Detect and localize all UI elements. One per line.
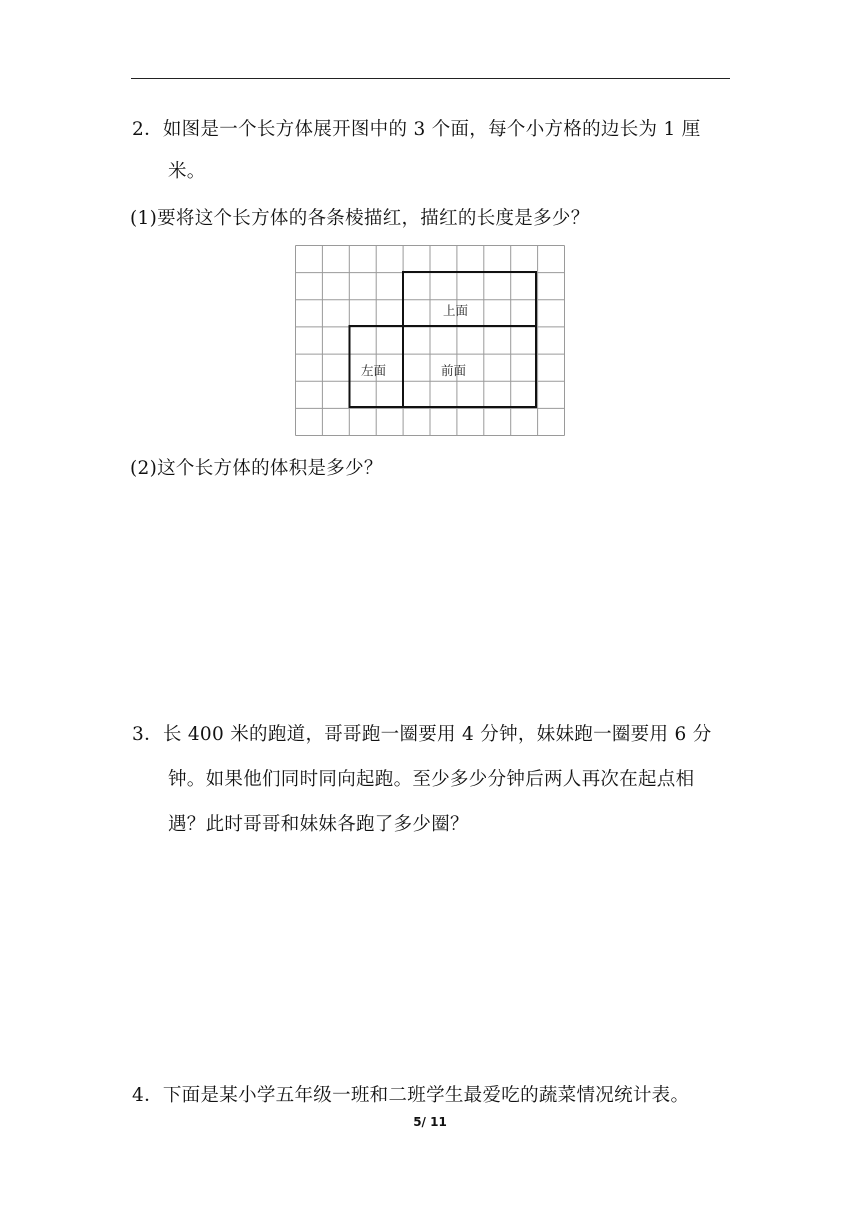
top-face-label: 上面 [443,303,469,318]
left-face-label: 左面 [361,363,387,378]
front-face [403,326,536,407]
top-face [403,272,536,326]
header-rule [131,78,730,79]
question-3-line-3: 遇？此时哥哥和妹妹各跑了多少圈？ [168,814,469,835]
page-number: 5/ 11 [413,1115,447,1129]
question-4-line-1: 4．下面是某小学五年级一班和二班学生最爱吃的蔬菜情况统计表。 [132,1085,690,1106]
question-2-line-1: 2．如图是一个长方体展开图中的 3 个面，每个小方格的边长为 1 厘 [132,119,701,140]
question-2-part-1: (1)要将这个长方体的各条棱描红，描红的长度是多少？ [130,208,590,229]
question-3-line-1: 3．长 400 米的跑道，哥哥跑一圈要用 4 分钟，妹妹跑一圈要用 6 分 [132,724,712,745]
question-2-line-2: 米。 [168,161,206,182]
question-3-line-2: 钟。如果他们同时同向起跑。至少多少分钟后两人再次在起点相 [168,769,695,790]
front-face-label: 前面 [441,363,467,378]
question-2-part-2: (2)这个长方体的体积是多少？ [130,458,383,479]
cuboid-net-figure [295,245,565,436]
